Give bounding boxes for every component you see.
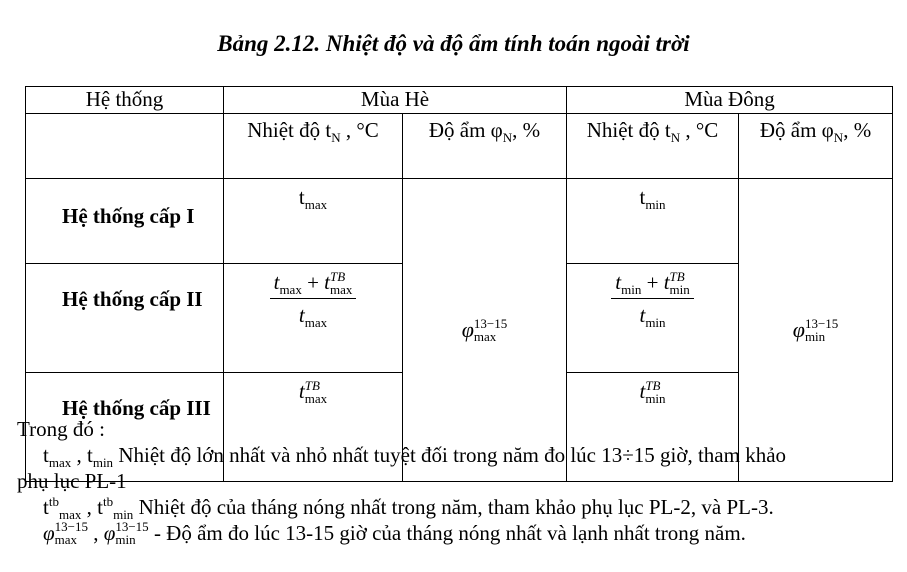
winter-humidity-value: φ 13−15 min: [739, 179, 893, 482]
summer-temp-level3: t TB max: [224, 373, 403, 482]
summer-temp-header: Nhiệt độ $t_N$ , °C: [224, 114, 403, 179]
empty-cell: [26, 114, 224, 179]
notes-title: Trong đó :: [17, 417, 105, 441]
note-line-1-cont: phụ lục PL-1: [17, 469, 127, 493]
row-label: Hệ thống cấp II: [26, 264, 224, 373]
header-winter: Mùa Đông: [567, 87, 893, 114]
header-system: Hệ thống: [26, 87, 224, 114]
summer-temp-level1: $t_{max}$: [224, 179, 403, 264]
winter-temp-level2: t min + t TB min $t_{min}$: [567, 264, 739, 373]
summer-humidity-header: Độ ẩm $\varphi_N$, %: [403, 114, 567, 179]
note-line-2: $t^{tb}_{max}$ , $t^{tb}_{min}$ Nhiệt độ của tháng nóng nhất trong năm, tham khảo phụ lục PL-2, và PL-3.: [43, 494, 774, 523]
header-summer: Mùa Hè: [224, 87, 567, 114]
winter-temp-level1: $t_{min}$: [567, 179, 739, 264]
row-label: Hệ thống cấp I: [26, 179, 224, 264]
table-caption: Bảng 2.12. Nhiệt độ và độ ẩm tính toán ngoài trời: [217, 31, 690, 56]
notes-section: [17, 416, 897, 546]
winter-humidity-header: Độ ẩm $\varphi_N$, %: [739, 114, 893, 179]
summer-humidity-value: φ 13−15 max: [403, 179, 567, 482]
winter-temp-level3: t TB min: [567, 373, 739, 482]
winter-temp-header: Nhiệt độ $t_N$ , °C: [567, 114, 739, 179]
header-row: [26, 87, 893, 114]
note-line-3: φ 13−15 max , φ 13−15 min - Độ ẩm đo lúc 13-15 giờ của tháng nóng nhất và lạnh nhất trong năm.: [43, 519, 746, 547]
table-row: [26, 179, 893, 264]
subheader-row: [26, 114, 893, 179]
summer-temp-level2: t max + t TB max $t_{max}$: [224, 264, 403, 373]
note-line-1: $t_{max}$ , $t_{min}$ Nhiệt độ lớn nhất và nhỏ nhất tuyệt đối trong năm đo lúc 13÷15 giờ, tham khảo: [43, 443, 787, 471]
row-label: Hệ thống cấp III: [26, 373, 224, 482]
